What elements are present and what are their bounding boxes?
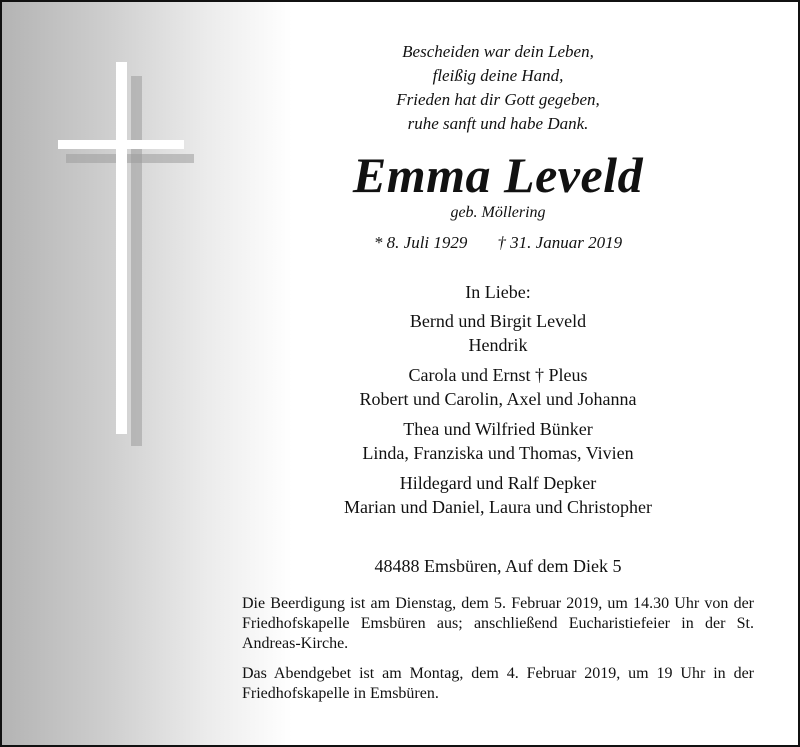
cross-vertical-bar bbox=[116, 62, 127, 434]
address: 48488 Emsbüren, Auf dem Diek 5 bbox=[374, 556, 622, 576]
mourner-line: Hendrik bbox=[468, 335, 528, 355]
verse-line: Bescheiden war dein Leben, bbox=[402, 42, 594, 61]
evening-prayer-notice: Das Abendgebet ist am Montag, dem 4. Februar 2019, um 19 Uhr in der Friedhofskapelle in Emsbüren. bbox=[242, 665, 754, 702]
cross-shadow-vertical bbox=[131, 76, 142, 446]
mourner-line: Thea und Wilfried Bünker bbox=[403, 419, 593, 439]
death-date: † 31. Januar 2019 bbox=[497, 233, 623, 252]
verse-line: Frieden hat dir Gott gegeben, bbox=[396, 90, 600, 109]
mourner-line: Marian und Daniel, Laura und Christopher bbox=[344, 497, 652, 517]
mourner-group bbox=[242, 417, 754, 465]
cross-icon bbox=[58, 62, 198, 442]
verse-line: fleißig deine Hand, bbox=[432, 66, 564, 85]
cross-horizontal-bar bbox=[58, 140, 184, 149]
mourner-group bbox=[242, 363, 754, 411]
life-dates bbox=[242, 231, 754, 255]
funeral-notice: Die Beerdigung ist am Dienstag, dem 5. Februar 2019, um 14.30 Uhr von der Friedhofskapelle Emsbüren aus; anschließend Eucharistiefeier in der St. Andreas-Kirche. bbox=[242, 595, 754, 652]
verse-line: ruhe sanft und habe Dank. bbox=[407, 114, 589, 133]
deceased-name: Emma Leveld bbox=[352, 147, 644, 203]
mourner-line: Hildegard und Ralf Depker bbox=[399, 473, 597, 493]
mourners bbox=[242, 280, 754, 525]
mourner-group bbox=[242, 309, 754, 357]
mourner-line: Carola und Ernst † Pleus bbox=[408, 365, 588, 385]
cross-shadow-horizontal bbox=[66, 154, 194, 163]
mourners-heading: In Liebe: bbox=[465, 282, 531, 302]
birth-date: * 8. Juli 1929 bbox=[373, 233, 468, 252]
mourner-group bbox=[242, 471, 754, 519]
maiden-name: geb. Möllering bbox=[450, 204, 546, 221]
verse bbox=[242, 40, 754, 136]
mourner-line: Bernd und Birgit Leveld bbox=[409, 311, 587, 331]
mourner-line: Linda, Franziska und Thomas, Vivien bbox=[362, 443, 634, 463]
mourner-line: Robert und Carolin, Axel und Johanna bbox=[359, 389, 637, 409]
